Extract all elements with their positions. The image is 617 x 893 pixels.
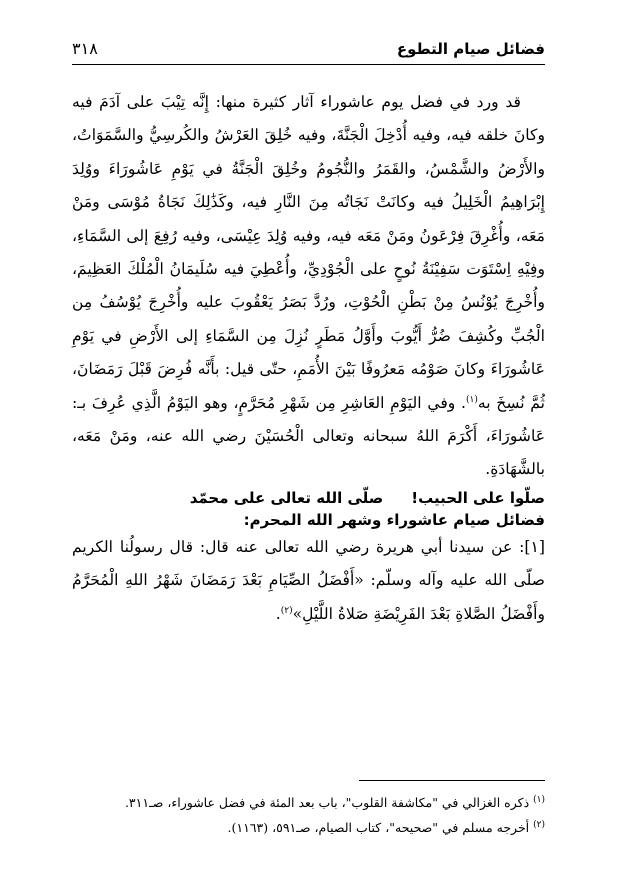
- section-heading: فضائل صيام عاشوراء وشهر الله المحرم:: [243, 510, 545, 529]
- footnote-marker: (٢): [533, 819, 545, 830]
- footnotes: [72, 790, 545, 840]
- salawat-text-1: صلّوا على الحبيب!: [411, 488, 545, 507]
- paragraph-1-tail: . وفي اليَوْمِ العَاشِرِ مِن شَهْرِ مُحَرَّمٍ، وهو اليَوْمُ الَّذِي عُرِفَ بـ: عَاشُورَاءَ، أَكْرَمَ اللهُ سبحانه وتعالى الْحُسَيْنَ رضي الله عنه، ومَنْ مَعَه، بالشَّهَادَةِ.: [72, 393, 545, 479]
- paragraph-2-tail: .: [275, 604, 281, 623]
- footnote-item: [72, 790, 545, 815]
- main-text: [72, 86, 545, 631]
- page-number: ٣١٨: [72, 39, 98, 58]
- salawat-heading: [72, 487, 545, 509]
- paragraph-hadith-1: [72, 531, 545, 631]
- footnote-ref-1: (١): [465, 394, 478, 405]
- running-header: [72, 38, 545, 65]
- footnote-item: [72, 815, 545, 840]
- paragraph-ashura-virtues: [72, 86, 545, 487]
- paragraph-2-text: [١]: عن سيدنا أبي هريرة رضي الله تعالى عنه قال: قال رسولُنا الكريم صلّى الله عليه وآله وسلّم: «أَفْضَلُ الصِّيَامِ بَعْدَ رَمَضَانَ شَهْرُ اللهِ الْمُحَرَّمُ وأَفْضَلُ الصَّلاةِ بَعْدَ الفَرِيْضَةِ صَلاةُ اللَّيْلِ»: [72, 537, 545, 623]
- salawat-text-2: صلّى الله تعالى على محمّد: [189, 488, 384, 507]
- footnote-divider: [359, 780, 545, 781]
- footnote-text: أخرجه مسلم في "صحيحه"، كتاب الصيام، صـ٥٩١، (١١٦٣).: [227, 820, 530, 835]
- footnote-marker: (١): [533, 794, 545, 805]
- footnote-ref-2: (٢): [280, 605, 293, 616]
- footnote-text: ذكره الغزالي في "مكاشفة القلوب"، باب بعد المئة في فضل عاشوراء، صـ٣١١.: [124, 795, 530, 810]
- header-title: فضائل صيام التطوع: [396, 40, 545, 58]
- paragraph-1-text: قد ورد في فضل يوم عاشوراء آثار كثيرة منها: إِنَّه تِيْبَ على آدَمَ فيه وكانَ خلقه فيه، وفيه أُدْخِلَ الْجَنَّةَ، وفيه خُلِقَ العَرْشُ والكُرسِيُّ والسَّمَوَاتُ، والأَرْضُ والشَّمْسُ، والقَمَرُ والنُّجُومُ وخُلِقَ الْجَنَّةُ في يَوْمِ عَاشُورَاءَ ووُلِدَ إِبْرَاهِيمُ الْخَلِيلُ فيه وكانَتْ نَجَاتُه مِنَ النَّارِ فيه، وكَذَٰلِكَ نَجَاةُ مُوْسَى ومَنْ مَعَه، وأُغْرِقَ فِرْعَونُ ومَنْ مَعَه فيه، وفيه وُلِدَ عِيْسَى، وفيه رُفِعَ إلى السَّمَاءِ، وفِيْهِ اِسْتَوَت سَفِيْنَةُ نُوحٍ على الْجُوْدِيِّ، وأُعْطِيَ فيه سُلَيمَانُ الْمُلْكَ العَظِيمَ، وأُخْرِجَ يُوْنُسُ مِنْ بَطْنِ الْحُوْتِ، ورُدَّ بَصَرُ يَعْقُوبَ عليه وأُخْرِجَ يُوْسُفُ مِن الْجُبِّ وكُشِفَ ضُرُّ أَيُّوبَ وأَوَّلُ مَطَرٍ نُزِلَ مِن السَّمَاءِ إلى الأَرْضِ في يَوْمِ عَاشُورَاءَ وكانَ صَوْمُه مَعرُوفًا بَيْنَ الأُمَمِ، حتّى قيل: بأَنَّه فُرِضَ قَبْلَ رَمَضَانَ، ثُمَّ نُسِخَ به: [72, 93, 545, 412]
